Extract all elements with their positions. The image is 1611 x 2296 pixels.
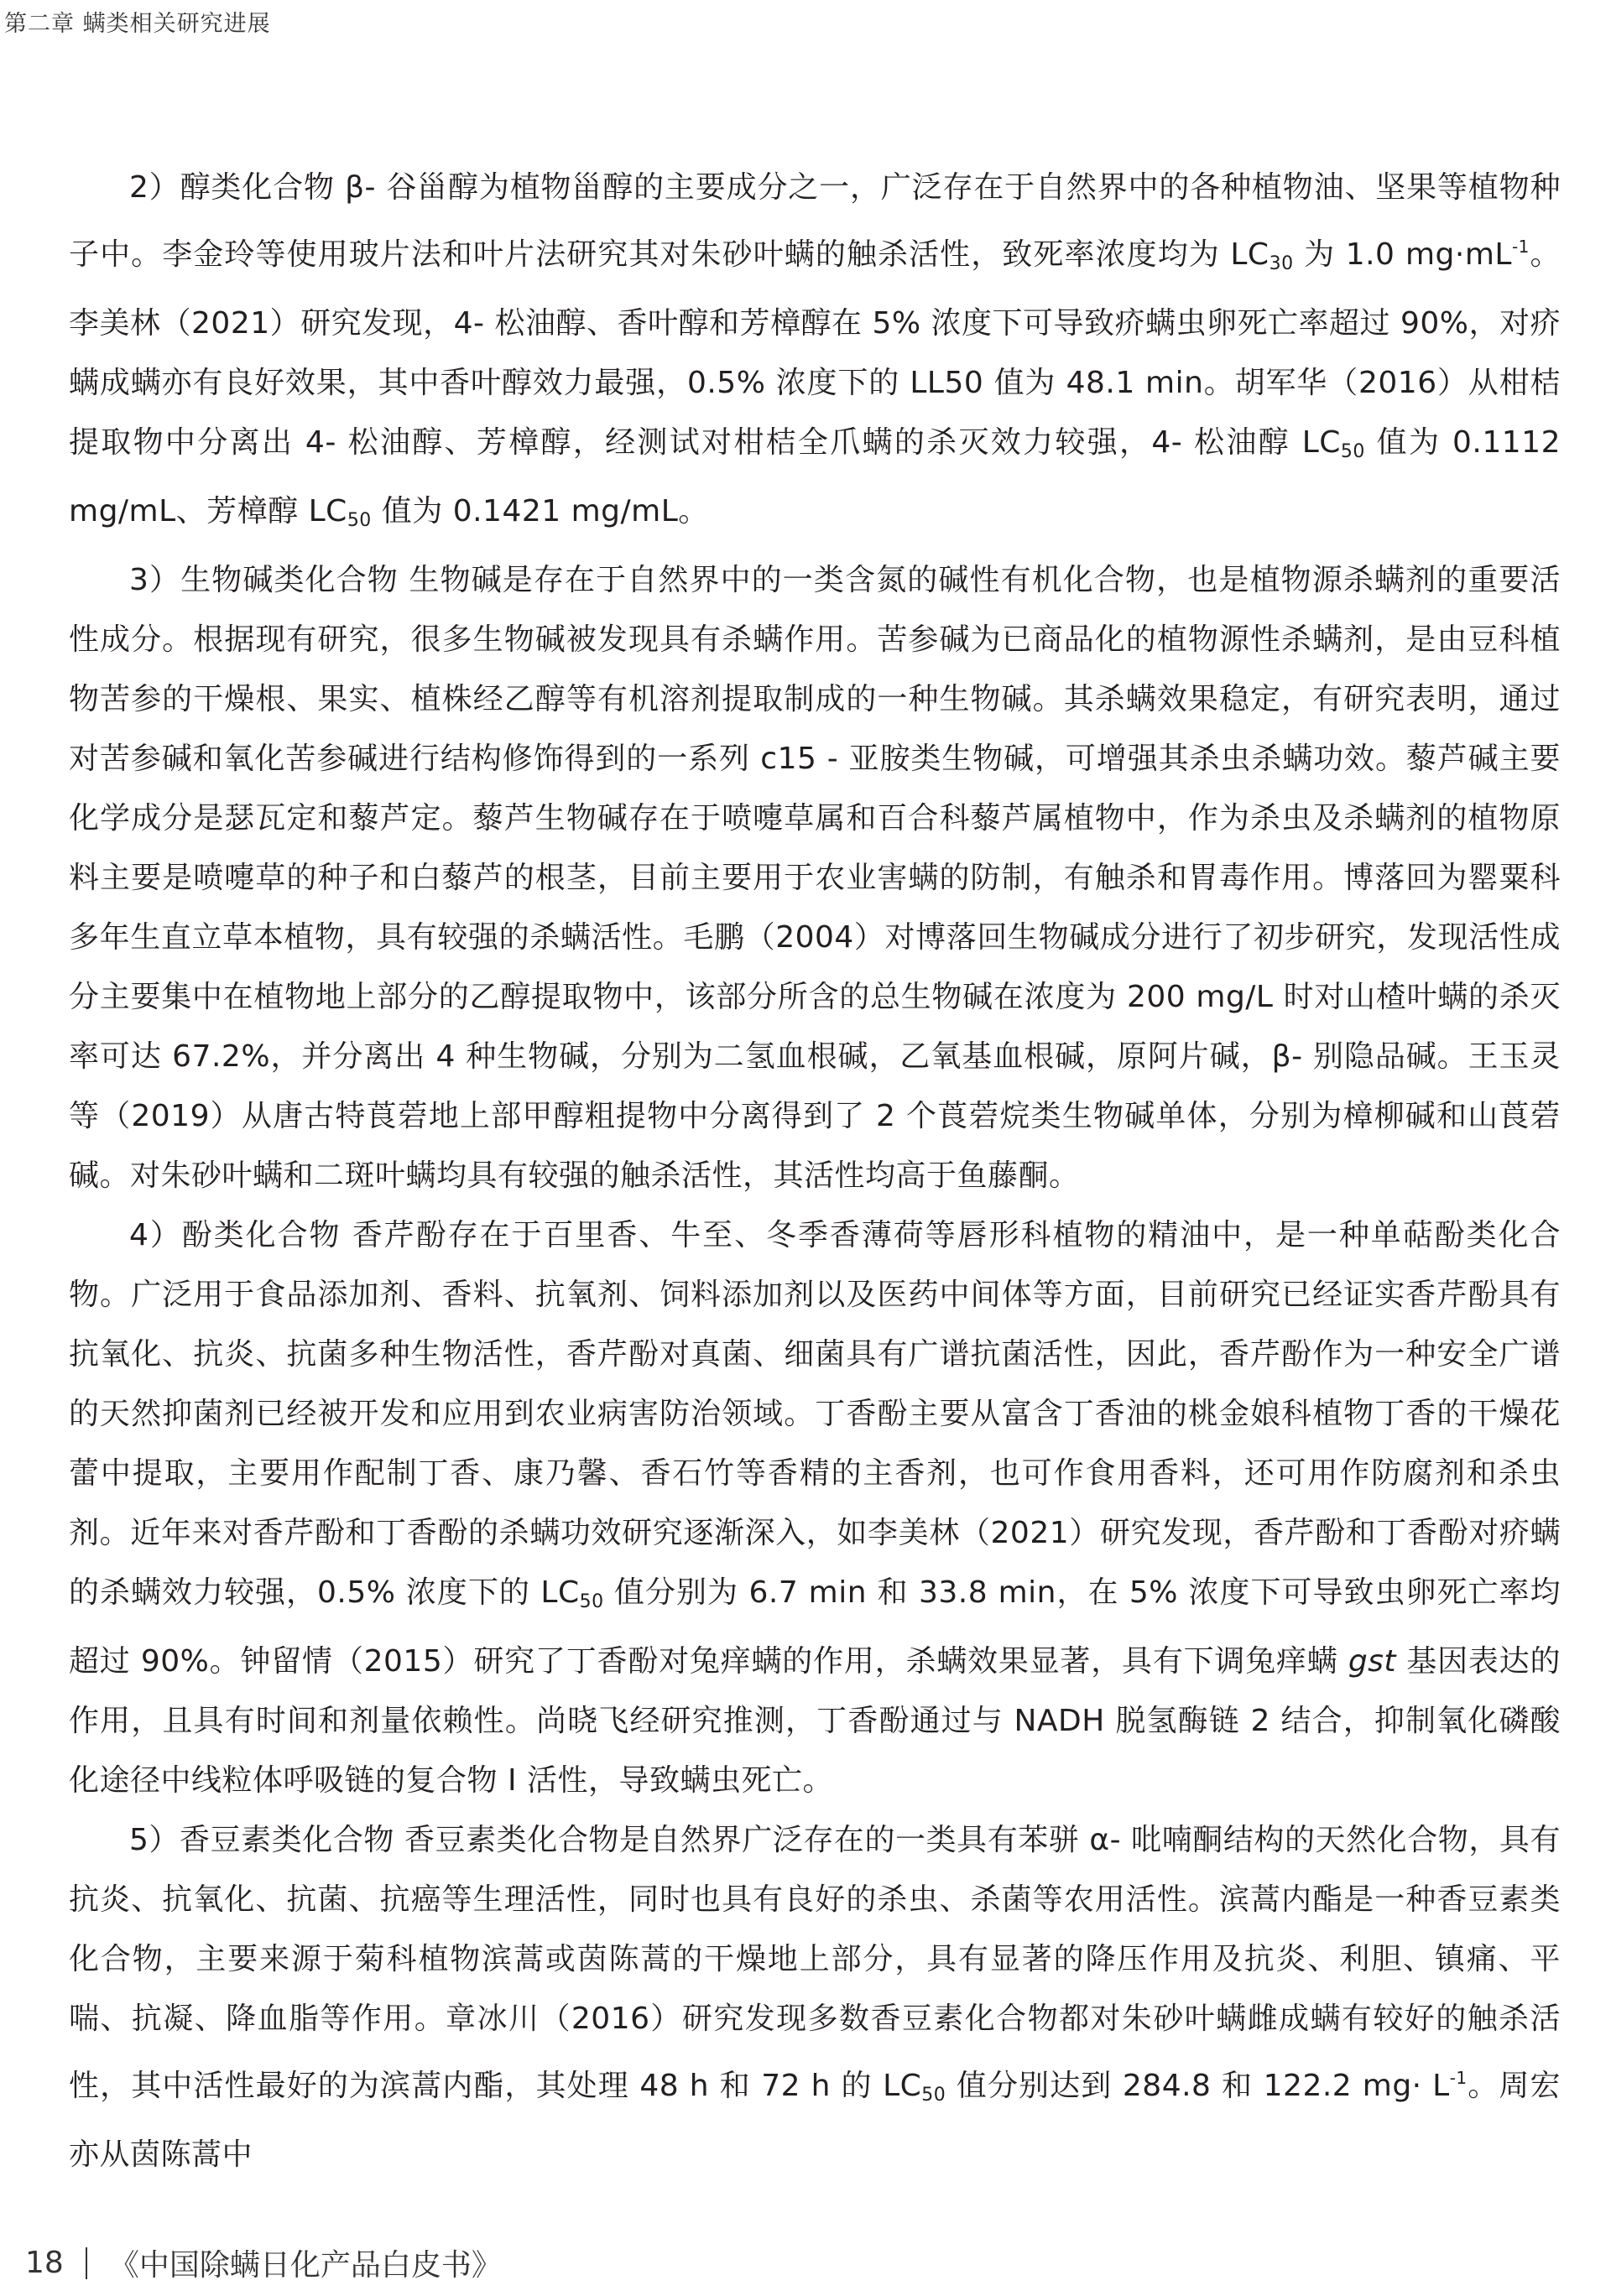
text-run: 3）生物碱类化合物 生物碱是存在于自然界中的一类含氮的碱性有机化合物，也是植物源杀螨剂的重要活性成分。根据现有研究，很多生物碱被发现具有杀螨作用。苦参碱为已商品化的植物源性杀螨剂，是由豆科植物苦参的干燥根、果实、植株经乙醇等有机溶剂提取制成的一种生物碱。其杀螨效果稳定，有研究表明，通过对苦参碱和氧化苦参碱进行结构修饰得到的一系列 c15 - 亚胺类生物碱，可增强其杀虫杀螨功效。藜芦碱主要化学成分是瑟瓦定和藜芦定。藜芦生物碱存在于喷嚏草属和百合科藜芦属植物中，作为杀虫及杀螨剂的植物原料主要是喷嚏草的种子和白藜芦的根茎，目前主要用于农业害螨的防制，有触杀和胃毒作用。博落回为罂粟科多年生直立草本植物，具有较强的杀螨活性。毛鹏（2004）对博落回生物碱成分进行了初步研究，发现活性成分主要集中在植物地上部分的乙醇提取物中，该部分所含的总生物碱在浓度为 200 mg/L 时对山楂叶螨的杀灭率可达 67.2%，并分离出 4 种生物碱，分别为二氢血根碱，乙氧基血根碱，原阿片碱，β- 别隐品碱。王玉灵等（2019）从唐古特莨菪地上部甲醇粗提物中分离得到了 2 个莨菪烷类生物碱单体，分别为樟柳碱和山莨菪碱。对朱砂叶螨和二斑叶螨均具有较强的触杀活性，其活性均高于鱼藤酮。 <box>69 563 1561 1193</box>
paragraph <box>69 1810 1561 2184</box>
text-run: 。周宏亦从茵陈蒿中 <box>69 2069 1561 2172</box>
text-run: 2）醇类化合物 β- 谷甾醇为植物甾醇的主要成分之一，广泛存在于自然界中的各种植物油、坚果等植物种子中。李金玲等使用玻片法和叶片法研究其对朱砂叶螨的触杀活性，致死率浓度均为 LC <box>69 170 1561 272</box>
subscript: 50 <box>921 2085 946 2106</box>
book-title: 《中国除螨日化产品白皮书》 <box>108 2248 502 2283</box>
superscript: -1 <box>1511 237 1530 257</box>
text-run: 值分别达到 284.8 和 122.2 mg· L <box>946 2069 1450 2103</box>
paragraph <box>69 158 1561 550</box>
body-text <box>69 158 1561 2184</box>
page-number: 18 <box>25 2246 64 2280</box>
subscript: 50 <box>1340 441 1365 462</box>
paragraph <box>69 1205 1561 1810</box>
superscript: -1 <box>1449 2068 1468 2088</box>
italic-term: gst <box>1348 1644 1397 1679</box>
text-run: 值为 0.1112 mg/mL、芳樟醇 LC <box>69 425 1561 528</box>
text-run: 值为 0.1421 mg/mL。 <box>371 494 709 528</box>
text-run: 为 1.0 mg·mL <box>1293 237 1512 272</box>
subscript: 50 <box>347 510 372 531</box>
text-run: 值分别为 6.7 min 和 33.8 min，在 5% 浓度下可导致虫卵死亡率均超过 90%。钟留情（2015）研究了丁香酚对兔痒螨的作用，杀螨效果显著，具有下调兔痒螨 <box>69 1575 1561 1679</box>
subscript: 50 <box>579 1591 604 1612</box>
running-header: 第二章 螨类相关研究进展 <box>4 11 271 37</box>
text-run: 基因表达的作用，且具有时间和剂量依赖性。尚晓飞经研究推测，丁香酚通过与 NADH 脱氢酶链 2 结合，抑制氧化磷酸化途径中线粒体呼吸链的复合物 I 活性，导致螨虫死亡。 <box>69 1644 1561 1798</box>
page-footer <box>25 2241 502 2284</box>
text-run: 5）香豆素类化合物 香豆素类化合物是自然界广泛存在的一类具有苯骈 α- 吡喃酮结构的天然化合物，具有抗炎、抗氧化、抗菌、抗癌等生理活性，同时也具有良好的杀虫、杀菌等农用活性。滨蒿内酯是一种香豆素类化合物，主要来源于菊科植物滨蒿或茵陈蒿的干燥地上部分，具有显著的降压作用及抗炎、利胆、镇痛、平喘、抗凝、降血脂等作用。章冰川（2016）研究发现多数香豆素化合物都对朱砂叶螨雌成螨有较好的触杀活性，其中活性最好的为滨蒿内酯，其处理 48 h 和 72 h 的 LC <box>69 1823 1561 2103</box>
paragraph <box>69 550 1561 1205</box>
subscript: 30 <box>1269 253 1294 274</box>
text-run: 。李美林（2021）研究发现，4- 松油醇、香叶醇和芳樟醇在 5% 浓度下可导致疥螨虫卵死亡率超过 90%，对疥螨成螨亦有良好效果，其中香叶醇效力最强，0.5% 浓度下的 LL50 值为 48.1 min。胡军华（2016）从柑桔提取物中分离出 4- 松油醇、芳樟醇，经测试对柑桔全爪螨的杀灭效力较强，4- 松油醇 LC <box>69 237 1561 460</box>
text-run: 4）酚类化合物 香芹酚存在于百里香、牛至、冬季香薄荷等唇形科植物的精油中，是一种单萜酚类化合物。广泛用于食品添加剂、香料、抗氧剂、饲料添加剂以及医药中间体等方面，目前研究已经证实香芹酚具有抗氧化、抗炎、抗菌多种生物活性，香芹酚对真菌、细菌具有广谱抗菌活性，因此，香芹酚作为一种安全广谱的天然抑菌剂已经被开发和应用到农业病害防治领域。丁香酚主要从富含丁香油的桃金娘科植物丁香的干燥花蕾中提取，主要用作配制丁香、康乃馨、香石竹等香精的主香剂，也可作食用香料，还可用作防腐剂和杀虫剂。近年来对香芹酚和丁香酚的杀螨功效研究逐渐深入，如李美林（2021）研究发现，香芹酚和丁香酚对疥螨的杀螨效力较强，0.5% 浓度下的 LC <box>69 1218 1561 1610</box>
footer-divider <box>86 2247 87 2279</box>
